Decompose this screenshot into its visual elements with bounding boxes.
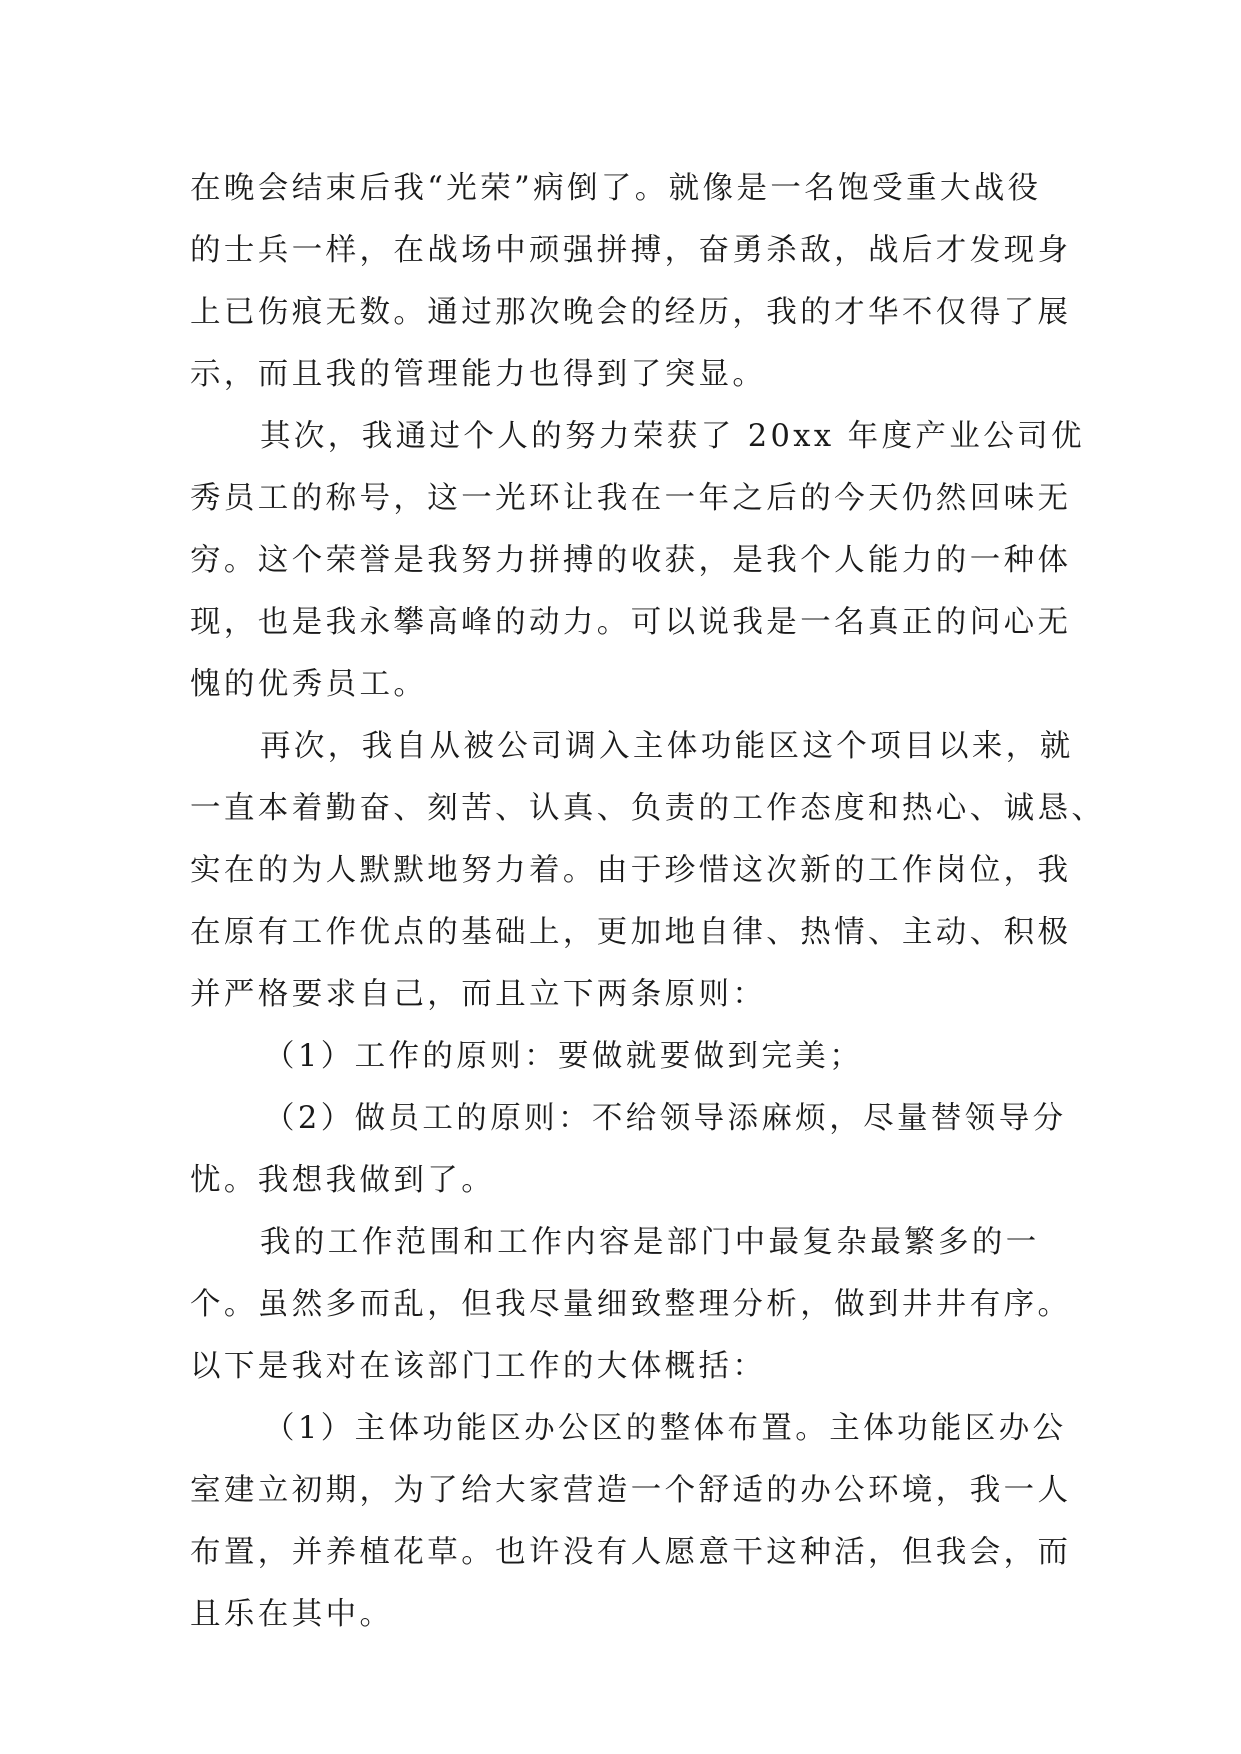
text-line: 且乐在其中。 xyxy=(190,1597,394,1632)
text-line: 示，而且我的管理能力也得到了突显。 xyxy=(190,357,767,392)
text-line: 忧。我想我做到了。 xyxy=(190,1163,496,1198)
text-line: 布置，并养植花草。也许没有人愿意干这种活，但我会，而 xyxy=(190,1535,1072,1570)
text-line: 上已伤痕无数。通过那次晚会的经历，我的才华不仅得了展 xyxy=(190,295,1072,330)
text-line: 穷。这个荣誉是我努力拼搏的收获，是我个人能力的一种体 xyxy=(190,543,1072,578)
list-item-line: （2）做员工的原则：不给领导添麻烦，尽量替领导分 xyxy=(264,1101,1067,1136)
text-line: 在晚会结束后我“光荣”病倒了。就像是一名饱受重大战役 xyxy=(190,171,1042,206)
text-line: 室建立初期，为了给大家营造一个舒适的办公环境，我一人 xyxy=(190,1473,1072,1508)
paragraph-start-line: 我的工作范围和工作内容是部门中最复杂最繁多的一 xyxy=(260,1225,1040,1260)
text-line: 实在的为人默默地努力着。由于珍惜这次新的工作岗位，我 xyxy=(190,853,1072,888)
paragraph-start-line: 再次，我自从被公司调入主体功能区这个项目以来，就 xyxy=(260,729,1074,764)
text-line: 秀员工的称号，这一光环让我在一年之后的今天仍然回味无 xyxy=(190,481,1072,516)
paragraph-start-line: 其次，我通过个人的努力荣获了 20xx 年度产业公司优 xyxy=(260,419,1085,454)
text-line: 现，也是我永攀高峰的动力。可以说我是一名真正的问心无 xyxy=(190,605,1072,640)
list-item-line: （1）工作的原则：要做就要做到完美； xyxy=(264,1039,864,1074)
list-item-line: （1）主体功能区办公区的整体布置。主体功能区办公 xyxy=(264,1411,1067,1446)
text-line: 个。虽然多而乱，但我尽量细致整理分析，做到井井有序。 xyxy=(190,1287,1072,1322)
text-line: 在原有工作优点的基础上，更加地自律、热情、主动、积极 xyxy=(190,915,1072,950)
text-line: 并严格要求自己，而且立下两条原则： xyxy=(190,977,767,1012)
text-line: 的士兵一样，在战场中顽强拼搏，奋勇杀敌，战后才发现身 xyxy=(190,233,1072,268)
document-body xyxy=(190,158,1106,1646)
text-line: 以下是我对在该部门工作的大体概括： xyxy=(190,1349,767,1384)
text-line: 愧的优秀员工。 xyxy=(190,667,428,702)
text-line: 一直本着勤奋、刻苦、认真、负责的工作态度和热心、诚恳、 xyxy=(190,791,1106,826)
